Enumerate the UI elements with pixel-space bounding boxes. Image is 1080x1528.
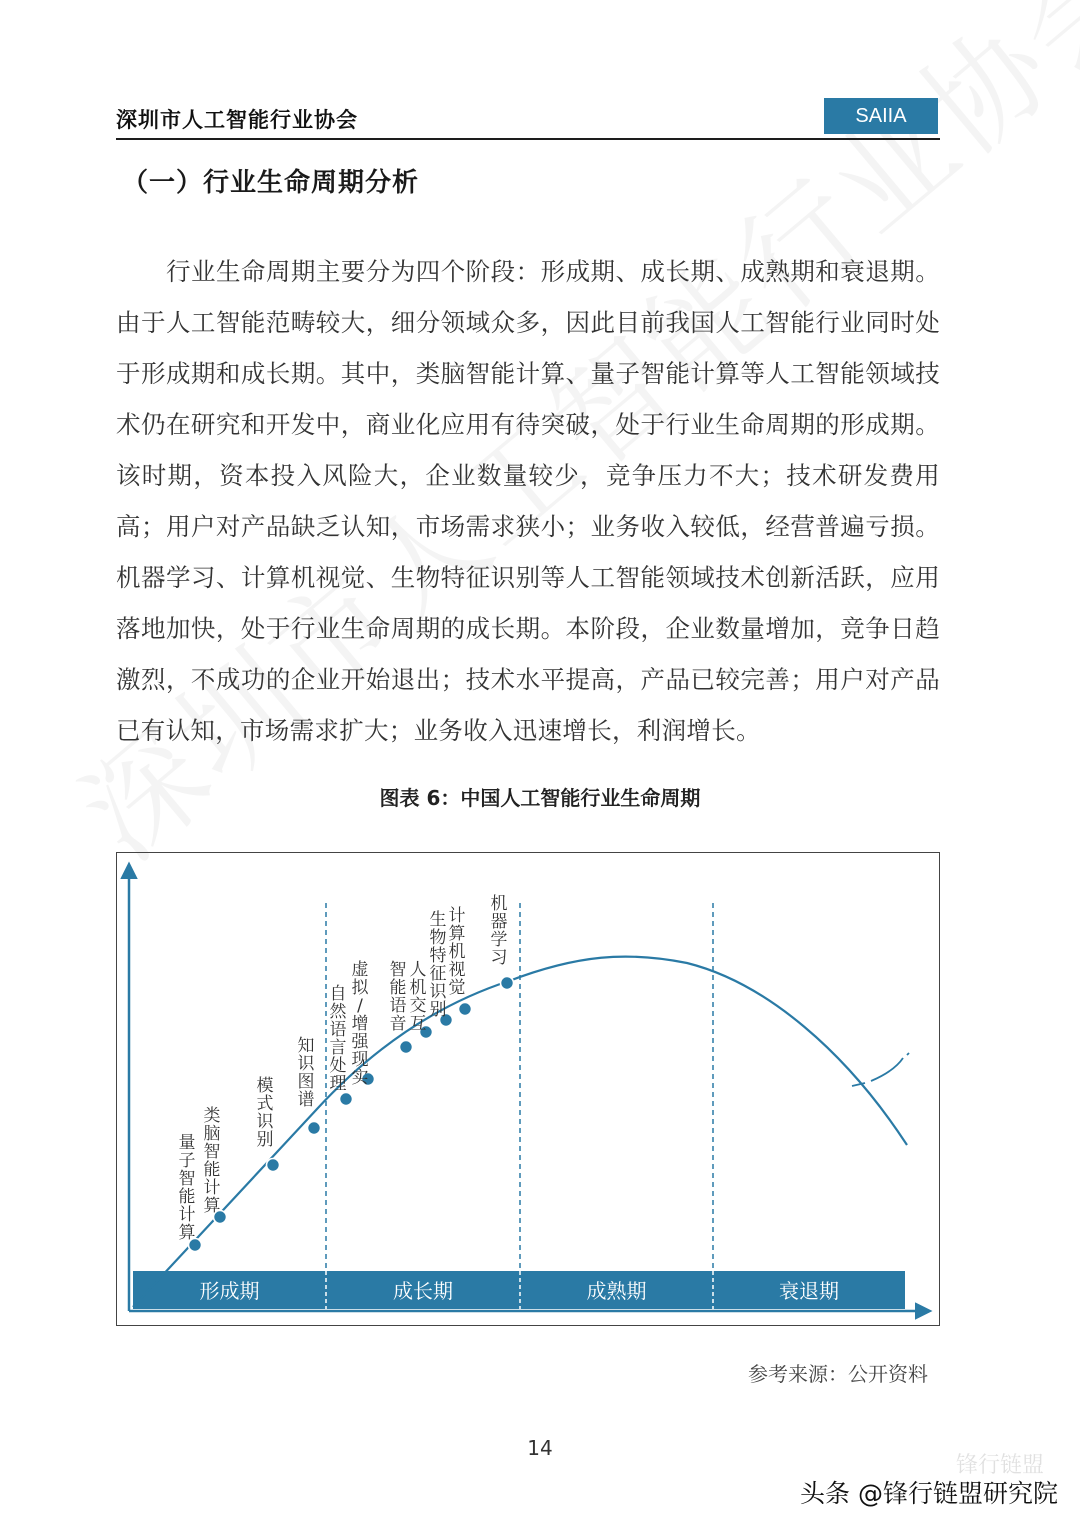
stage-label: 成长期 bbox=[393, 1279, 453, 1303]
tech-label: 自然语言处理 bbox=[329, 984, 347, 1094]
rebound-curve bbox=[852, 1053, 909, 1086]
tech-label: 人机交互 bbox=[409, 960, 427, 1034]
lifecycle-chart-svg bbox=[117, 853, 939, 1325]
tech-marker bbox=[501, 977, 514, 990]
section-title: （一）行业生命周期分析 bbox=[122, 168, 420, 198]
tech-label: 量子智能计算 bbox=[178, 1133, 196, 1243]
tech-marker bbox=[308, 1122, 321, 1135]
stage-label: 成熟期 bbox=[586, 1279, 647, 1303]
tech-marker bbox=[400, 1041, 413, 1054]
tech-label: 计算机视觉 bbox=[448, 906, 466, 998]
footer-source-tag: 头条 @锋行链盟研究院 bbox=[800, 1479, 1058, 1508]
stage-label: 衰退期 bbox=[779, 1279, 839, 1303]
tech-label: 模式识别 bbox=[256, 1076, 274, 1150]
figure-source: 参考来源：公开资料 bbox=[748, 1362, 928, 1386]
page-number: 14 bbox=[527, 1436, 553, 1460]
tech-label: 类脑智能计算 bbox=[203, 1106, 221, 1216]
tech-marker bbox=[459, 1003, 472, 1016]
tech-label: 机器学习 bbox=[490, 894, 508, 968]
logo-badge: SAIIA bbox=[824, 98, 938, 134]
tech-marker bbox=[340, 1093, 353, 1106]
tech-label: 生物特征识别 bbox=[429, 910, 447, 1020]
tech-label: 知识图谱 bbox=[297, 1036, 315, 1110]
tech-marker bbox=[267, 1159, 280, 1172]
figure-title: 图表 6：中国人工智能行业生命周期 bbox=[379, 786, 701, 810]
lifecycle-chart bbox=[116, 852, 940, 1326]
tech-label: 智能语音 bbox=[389, 960, 407, 1034]
tech-label: 虚拟/增强现实 bbox=[351, 960, 369, 1088]
org-name: 深圳市人工智能行业协会 bbox=[116, 108, 358, 132]
stage-label: 形成期 bbox=[199, 1279, 260, 1303]
footer-faint-watermark: 锋行链盟 bbox=[955, 1453, 1044, 1478]
body-paragraph: 行业生命周期主要分为四个阶段：形成期、成长期、成熟期和衰退期。由于人工智能范畴较大，细分领域众多，因此目前我国人工智能行业同时处于形成期和成长期。其中，类脑智能计算、量子智能计算等人工智能领域技术仍在研究和开发中，商业化应用有待突破，处于行业生命周期的形成期。该时期，资本投入风险大，企业数量较少，竞争压力不大；技术研发费用高；用户对产品缺乏认知，市场需求狭小；业务收入较低，经营普遍亏损。机器学习、计算机视觉、生物特征识别等人工智能领域技术创新活跃，应用落地加快，处于行业生命周期的成长期。本阶段，企业数量增加，竞争日趋激烈，不成功的企业开始退出；技术水平提高，产品已较完善；用户对产品已有认知，市场需求扩大；业务收入迅速增长，利润增长。 bbox=[116, 257, 940, 745]
page-header bbox=[116, 98, 940, 140]
